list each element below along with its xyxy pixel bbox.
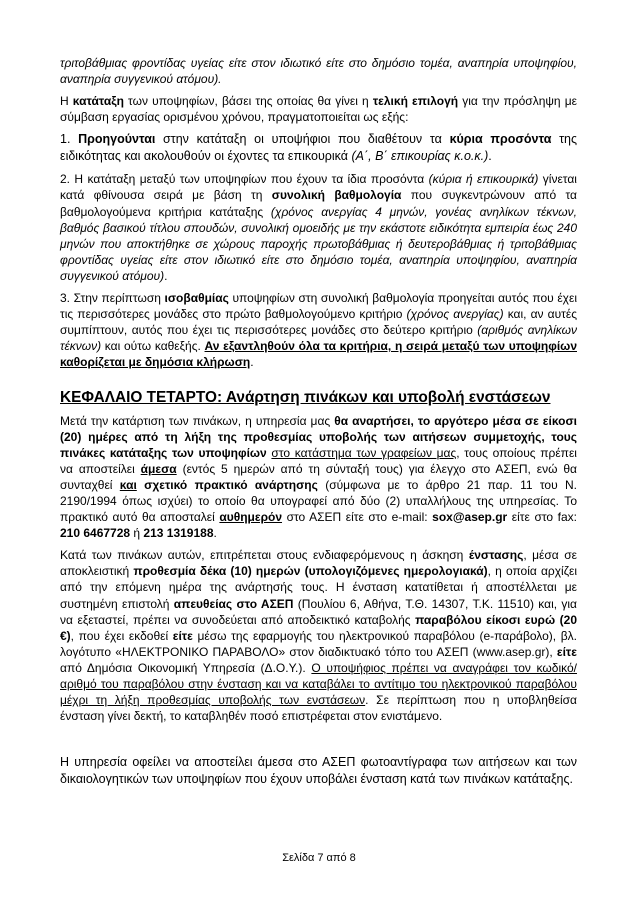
chapter-heading: ΚΕΦΑΛΑΙΟ ΤΕΤΑΡΤΟ: Ανάρτηση πινάκων και υποβολή ενστάσεων (60, 388, 551, 406)
paragraph-continuation: τριτοβάθμιας φροντίδας υγείας είτε στον ιδιωτικό είτε στο δημόσιο τομέα, αναπηρία υποψηφίου, αναπηρία συγγενικού ατόμου). (60, 56, 577, 87)
paragraph-rule-1: 1. Προηγούνται στην κατάταξη οι υποψήφιοι που διαθέτουν τα κύρια προσόντα της ειδικότητας και ακολουθούν οι έχοντες τα επικουρικά (Α΄, Β΄ επικουρίας κ.ο.κ.). (60, 132, 577, 164)
paragraph-obligation: Η υπηρεσία οφείλει να αποστείλει άμεσα στο ΑΣΕΠ φωτοαντίγραφα των αιτήσεων και των δικαιολογητικών των υποψηφίων που έχουν υποβάλει ένσταση κατά των πινάκων κατάταξης. (60, 755, 577, 787)
document-page (60, 55, 577, 788)
paragraph-rule-2: 2. Η κατάταξη μεταξύ των υποψηφίων που έχουν τα ίδια προσόντα (κύρια ή επικουρικά) γίνεται κατά φθίνουσα σειρά με βάση τη συνολική βαθμολογία που συγκεντρώνουν από τα βαθμολογούμενα κριτήρια κατάταξης (χρόνος ανεργίας 4 μηνών, γονέας ανηλίκων τέκνων, βαθμός βασικού τίτλου σπουδών, συνολική ομοειδής με την εκάστοτε ειδικότητα εμπειρία έως 240 μηνών που αποκτήθηκε σε χώρους παροχής πρωτοβάθμιας ή δευτεροβάθμιας ή τριτοβάθμιας φροντίδας υγείας είτε στον ιδιωτικό είτε στο δημόσιο τομέα, αναπηρία υποψηφίου, αναπηρία συγγενικού ατόμου). (60, 172, 577, 283)
email-link[interactable]: sox@asep.gr (432, 510, 508, 525)
paragraph-objections: Κατά των πινάκων αυτών, επιτρέπεται στους ενδιαφερόμενους η άσκηση ένστασης, μέσα σε αποκλειστική προθεσμία δέκα (10) ημερών (υπολογιζόμενες ημερολογιακά), η οποία αρχίζει από την επόμενη ημέρα της ανάρτησής τους. Η ένσταση κατατίθεται ή αποστέλλεται με συστημένη επιστολή απευθείας στο ΑΣΕΠ (Πουλίου 6, Αθήνα, Τ.Θ. 14307, Τ.Κ. 11510) και, για να εξεταστεί, πρέπει να συνοδεύεται από αποδεικτικό καταβολής παραβόλου είκοσι ευρώ (20 €), που έχει εκδοθεί είτε μέσω της εφαρμογής του ηλεκτρονικού παραβόλου (e-παράβολο), βλ. λογότυπο «ΗΛΕΚΤΡΟΝΙΚΟ ΠΑΡΑΒΟΛΟ» στον διαδικτυακό τόπο του ΑΣΕΠ (www.asep.gr), είτε από Δημόσια Οικονομική Υπηρεσία (Δ.Ο.Υ.). Ο υποψήφιος πρέπει να αναγράφει τον κωδικό/αριθμό του παραβόλου στην ένσταση και να καταβάλει το αντίτιμο του ηλεκτρονικού παραβόλου μέχρι τη λήξη προθεσμίας υποβολής των ενστάσεων. Σε περίπτωση που η υποβληθείσα ένσταση γίνει δεκτή, το καταβληθέν ποσό επιστρέφεται στον ενιστάμενο. (60, 548, 578, 724)
paragraph-posting-lists: Μετά την κατάρτιση των πινάκων, η υπηρεσία μας θα αναρτήσει, το αργότερο μέσα σε είκοσι (20) ημέρες από τη λήξη της προθεσμίας υποβολής των αιτήσεων συμμετοχής, τους πινάκες κατάταξης των υποψηφίων στο κατάστημα των γραφείων μας, τους οποίους πρέπει να αποστείλει άμεσα (εντός 5 ημερών από τη σύνταξή τους) για έλεγχο στο ΑΣΕΠ, ενώ θα συνταχθεί και σχετικό πρακτικό ανάρτησης (σύμφωνα με το άρθρο 21 παρ. 11 του Ν. 2190/1994 όπως ισχύει) το οποίο θα υπογραφεί από δύο (2) υπαλλήλους της υπηρεσίας. Το πρακτικό αυτό θα αποσταλεί αυθημερόν στο ΑΣΕΠ είτε στο e-mail: sox@asep.gr είτε στο fax: 210 6467728 ή 213 1319188. (60, 413, 577, 541)
paragraph-rule-3: 3. Στην περίπτωση ισοβαθμίας υποψηφίων στη συνολική βαθμολογία προηγείται αυτός που έχει τις περισσότερες μονάδες στο πρώτο βαθμολογούμενο κριτήριο (χρόνος ανεργίας) και, αν αυτές συμπίπτουν, αυτός που έχει τις περισσότερες μονάδες στο δεύτερο κριτήριο (αριθμός ανηλίκων τέκνων) και ούτω καθεξής. Αν εξαντληθούν όλα τα κριτήρια, η σειρά μεταξύ των υποψηφίων καθορίζεται με δημόσια κλήρωση. (60, 291, 578, 370)
page-footer: Σελίδα 7 από 8 (282, 852, 356, 864)
paragraph-ranking-intro: Η κατάταξη των υποψηφίων, βάσει της οποίας θα γίνει η τελική επιλογή για την πρόσληψη με σύμβαση εργασίας ορισμένου χρόνου, πραγματοποιείται ως εξής: (60, 94, 577, 125)
